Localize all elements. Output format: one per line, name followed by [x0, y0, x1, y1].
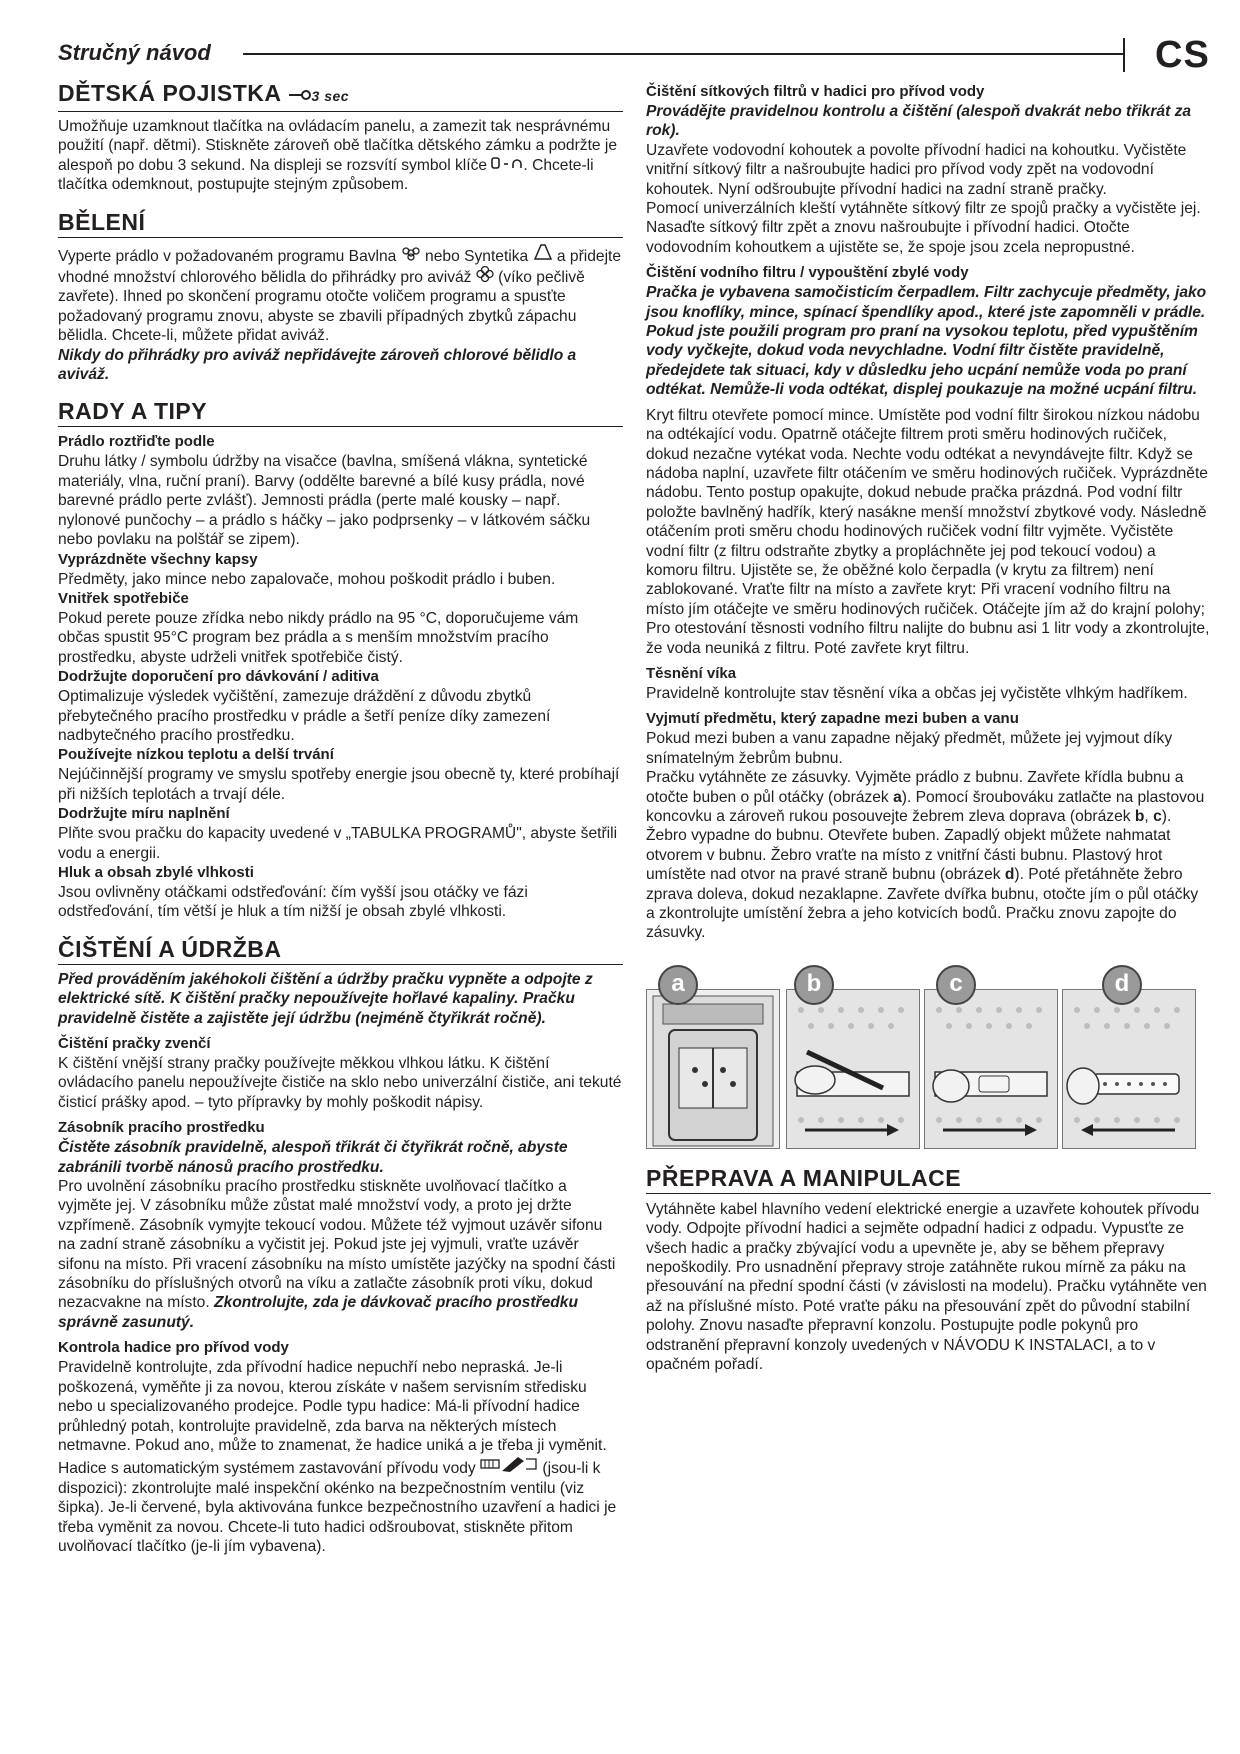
maintenance-intro: Před prováděním jakéhokoli čištění a údržby pračku vypněte a odpojte z elektrické sítě. K čištění pračky nepoužívejte hořlavé kapaliny. Pračku pravidelně čistěte a zajistěte její údržbu (nejméně čtyřikrát ročně). [58, 970, 593, 1027]
tip-text: Jsou ovlivněny otáčkami odstřeďování: čím vyšší jsou otáčky ve fázi odstřeďování, tím větší je hluk a tím nižší je obsah zbylé vlhkosti. [58, 883, 528, 921]
softener-flower-icon [476, 269, 494, 286]
tips-heading: RADY A TIPY [58, 398, 623, 427]
figure-label-c: c [936, 965, 976, 1005]
object-removal-text-2 [646, 768, 1211, 943]
object-removal-text-1: Pokud mezi buben a vanu zapadne nějaký předmět, můžete jej vyjmout díky snímatelným žebrům bubnu. [646, 730, 1173, 767]
figure-ref-c: c [1153, 808, 1162, 825]
cotton-icon [401, 248, 421, 265]
exterior-cleaning-heading: Čištění pračky zvenčí [58, 1035, 211, 1052]
tip-text: Nejúčinnější programy ve smyslu spotřeby energie jsou obecně ty, které probíhají při nižších teplotách a trvají déle. [58, 766, 620, 803]
figure-label-a: a [658, 965, 698, 1005]
tip-heading: Vnitřek spotřebiče [58, 589, 189, 607]
hose-check-text-b: (jsou-li k dispozici): zkontrolujte malé inspekční okénko na bezpečnostním ventilu (viz šipka). Je-li červené, byla aktivována funkce bezpečnostního uzavření a hadici je třeba vyměnit za novou. Chcete-li tuto hadici odšroubovat, stiskněte přitom uvolňovací tlačítko (je-li jím vybavena). [58, 1460, 617, 1555]
tip-item [58, 589, 623, 667]
child-lock-text-b: . Chcete-li tlačítka odemknout, postupujte stejným způsobem. [58, 156, 594, 194]
tip-item [58, 667, 623, 745]
tip-text: Plňte svou pračku do kapacity uvedené v „TABULKA PROGRAMŮ", abyste šetřili vodu a energii. [58, 825, 618, 862]
tip-text: Předměty, jako mince nebo zapalovače, mohou poškodit prádlo i buben. [58, 570, 556, 588]
synthetics-icon [533, 248, 553, 265]
drum-paddle-figures [646, 955, 1211, 1151]
lid-seal-text: Pravidelně kontrolujte stav těsnění víka a občas jej vyčistěte vlhkým hadříkem. [646, 684, 1188, 702]
hose-check-heading: Kontrola hadice pro přívod vody [58, 1339, 289, 1357]
object-removal-heading: Vyjmutí předmětu, který zapadne mezi buben a vanu [646, 710, 1019, 728]
figure-ref-d: d [1004, 866, 1015, 884]
tip-heading: Používejte nízkou teplotu a delší trvání [58, 746, 334, 764]
bleach-text [58, 243, 623, 346]
water-filter-heading: Čištění vodního filtru / vypouštění zbylé vody [646, 264, 969, 282]
figure-c-slide-paddle [924, 989, 1058, 1149]
water-filter-note: Pračka je vybavena samočisticím čerpadlem. Filtr zachycuje předměty, jako jsou knoflíky, mince, spínací špendlíky apod., které jste zapomněli v prádle. Pokud jste použili program pro praní na vysokou teplotu, před vypuštěním vody vyčkejte, dokud voda nevychladne. Vodní filtr čistěte pravidelně, předejdete tak situaci, kdy v důsledku jeho ucpání nemůže voda po praní odtékat. Nemůže-li voda odtékat, displej poukazuje na možné ucpání filtru. [646, 284, 1207, 399]
tip-item [58, 432, 623, 549]
figure-a-drum [646, 989, 780, 1149]
hose-filter-text-1: Uzavřete vodovodní kohoutek a povolte přívodní hadici na kohoutku. Vyčistěte vnitřní sítkový filtr a našroubujte hadici pro přívod vody zpět na vodovodní kohoutek. Nyní odšroubujte přívodní hadici na zadní straně pračky. [646, 141, 1187, 198]
bleach-t2: nebo Syntetika [425, 247, 529, 265]
object-text-e: ). Poté přetáhněte žebro zprava doleva, dokud nezaklapne. Zavřete dvířka bubnu, otočte jím o půl otáčky a zkontrolujte umístění žebra a jeho kotvicích bodů. Pračku znovu zapojte do zásuvky. [646, 866, 1199, 942]
bleach-heading: BĚLENÍ [58, 209, 623, 238]
bleach-warning: Nikdy do přihrádky pro aviváž nepřidávejte zároveň chlorové bělidlo a aviváž. [58, 346, 577, 384]
child-lock-text [58, 117, 623, 195]
lid-seal-heading: Těsnění víka [646, 664, 737, 682]
exterior-cleaning-text: K čištění vnější strany pračky používejte měkkou vlhkou látku. K čištění ovládacího panelu nepoužívejte čističe na sklo nebo univerzální čističe, ani tekuté čisticí prášky apod. – tyto přípravky by mohly poškodit nápisy. [58, 1055, 622, 1111]
tip-heading: Dodržujte doporučení pro dávkování / aditiva [58, 668, 379, 686]
tip-text: Druhu látky / symbolu údržby na visačce (bavlna, smíšená vlákna, syntetické materiály, vlna, ruční praní). Barvy (oddělte barevné a bílé kusy prádla, nové barevné prádlo perte zvlášť). Jemnosti prádla (perte malé kousky – např. nylonové punčochy – a prádlo s háčky – jako podprsenky – v látkovém sáčku nebo povlaku na polštář se zipem). [58, 453, 591, 549]
header-divider [1123, 38, 1125, 72]
lock-press-icon [288, 83, 312, 110]
right-column [646, 82, 1211, 1375]
tip-heading: Vyprázdněte všechny kapsy [58, 550, 258, 568]
dispenser-note: Čistěte zásobník pravidelně, alespoň třikrát či čtyřikrát ročně, abyste zabránili tvorbě nánosů pracího prostředku. [58, 1139, 568, 1176]
hose-filter-text-2: Pomocí univerzálních kleští vytáhněte sítkový filtr ze spojů pračky a vyčistěte jej. Nasaďte sítkový filtr zpět a znovu našroubujte i přívodní hadici. Otočte vodovodním kohoutkem a ujistěte se, že spoje jsou zcela nepropustné. [646, 200, 1201, 256]
figure-label-b: b [794, 965, 834, 1005]
key-icon [491, 157, 523, 174]
tip-heading: Hluk a obsah zbylé vlhkosti [58, 863, 254, 881]
object-text-a: Pračku vytáhněte ze zásuvky. Vyjměte prádlo z bubnu. Zavřete křídla bubnu a otočte buben o půl otáčky (obrázek [646, 769, 1184, 806]
child-lock-heading [58, 80, 623, 112]
child-lock-title: DĚTSKÁ POJISTKA [58, 80, 281, 106]
figure-ref-b: b [1134, 808, 1145, 825]
bleach-t1: Vyperte prádlo v požadovaném programu Bavlna [58, 247, 397, 265]
hose-filter-heading: Čištění sítkových filtrů v hadici pro přívod vody [646, 83, 985, 100]
figure-label-d: d [1102, 965, 1142, 1005]
tip-text: Pokud perete pouze zřídka nebo nikdy prádlo na 95 °C, doporučujeme vám občas spustit 95°C program bez prádla a s menším množstvím pracího prostředku, abyste udrželi vnitřek spotřebiče čistý. [58, 609, 579, 666]
child-lock-duration: 3 sec [311, 88, 350, 104]
tip-heading: Dodržujte míru naplnění [58, 805, 230, 823]
tip-item [58, 550, 623, 589]
left-column [58, 80, 623, 1556]
page-header [58, 34, 1218, 78]
object-text-c: , [1144, 808, 1154, 825]
hose-filter-note: Provádějte pravidelnou kontrolu a čištění (alespoň dvakrát nebo třikrát za rok). [646, 103, 1192, 140]
hose-check-text-a: Pravidelně kontrolujte, zda přívodní hadice nepuchří nebo nepraská. Je-li poškozená, vyměňte ji za novou, kterou získáte v našem servisním středisku nebo u specializovaného prodejce. Podle typu hadice: Má-li přívodní hadice průhledný potah, kontrolujte pravidelně, zda barva na některých místech netmavne. Pokud ano, může to znamenat, že hadice uniká a je třeba ji vyměnit. Hadice s automatickým systémem zastavování přívodu vody [58, 1359, 607, 1478]
transport-heading: PŘEPRAVA A MANIPULACE [646, 1165, 1211, 1194]
object-text-b: ). Pomocí šroubováku zatlačte na plastovou koncovku a zároveň rukou posouvejte žebrem zleva doprava (obrázek [646, 788, 1205, 825]
tip-item [58, 804, 623, 863]
tip-item [58, 745, 623, 804]
figure-ref-a: a [893, 788, 902, 806]
dispenser-text-body: Pro uvolnění zásobníku pracího prostředku stiskněte uvolňovací tlačítko a vyjměte jej. V zásobníku může zůstat malé množství vody, a proto jej držte vzpřímeně. Zásobník vymyjte tekoucí vodou. Můžete též vyjmout uzávěr sifonu na zadní straně zásobníku a vyčistit jej. Pokud jste jej vyjmuli, vraťte uzávěr sifonu na místo. Při vracení zásobníku na místo umístěte jazýčky na spodní části zásobníku do příslušných otvorů na víku a zatlačte zásobník proti víku, dokud nezacvakne na místo. [58, 1178, 616, 1312]
dispenser-heading: Zásobník pracího prostředku [58, 1119, 265, 1137]
bleach-t3: a přidejte vhodné množství chlorového bělidla do přihrádky pro aviváž [58, 247, 622, 287]
maintenance-heading: ČIŠTĚNÍ A ÚDRŽBA [58, 936, 623, 965]
bleach-t4: (víko pečlivě zavřete). Ihned po skončení programu otočte voličem programu a spusťte požadovaný programu znovu, abyste se zbavili případných zbytků zápachu bělidla. Chcete-li, můžete přidat aviváž. [58, 269, 585, 345]
tip-heading: Prádlo roztřiďte podle [58, 433, 215, 451]
dispenser-check-note: Zkontrolujte, zda je dávkovač pracího prostředku správně zasunutý. [58, 1294, 578, 1331]
figure-b-screwdriver [786, 989, 920, 1149]
language-code: CS [1155, 34, 1210, 76]
header-brief: Stručný návod [58, 40, 211, 65]
object-text-d: ). Žebro vypadne do bubnu. Otevřete buben. Zapadlý objekt můžete nahmatat otvorem v bubnu. Žebro vraťte na místo z vnitřní části bubnu. Plastový hrot umístěte nad otvor na pravé straně bubnu (obrázek [646, 808, 1172, 884]
header-rule [243, 53, 1123, 55]
water-filter-text: Kryt filtru otevřete pomocí mince. Umístěte pod vodní filtr širokou nízkou nádobu na odtékající vodu. Opatrně otáčejte filtrem proti směru hodinových ručiček, dokud nezačne vytékat voda. Nechte vodu odtékat a nevyndávejte filtr. Když se nádoba naplní, uzavřete filtr otáčením ve směru hodinových ručiček. Vyprázdněte nádobu. Tento postup opakujte, dokud nebude pračka prázdná. Pod vodní filtr položte bavlněný hadřík, který nasákne menší množství zbytkové vody. Následně otáčením proti směru chodu hodinových ručiček vodní filtr vyjměte. Vyčistěte vodní filtr (z filtru odstraňte zbytky a propláchněte jej pod tekoucí vodou) a komoru filtru. Ujistěte se, že oběžné kolo čerpadla (v krytu za filtrem) není zablokované. Vraťte filtr na místo a zavřete kryt: Při vracení vodního filtru na místo jím otáčejte ve směru hodinových ručiček. Otáčejte jím až do krajní polohy; Pro otestování těsnosti vodního filtru nalijte do bubnu asi 1 litr vody a zkontrolujte, že voda neuniká z filtru. Poté zavřete kryt filtru. [646, 406, 1210, 657]
hose-valve-icon [480, 1460, 538, 1477]
figure-d-reinsert-paddle [1062, 989, 1196, 1149]
dispenser-text [58, 1177, 623, 1332]
tip-item [58, 863, 623, 922]
hose-check-text [58, 1358, 623, 1556]
transport-text: Vytáhněte kabel hlavního vedení elektrické energie a uzavřete kohoutek přívodu vody. Odpojte přívodní hadici a sejměte odpadní hadici z odpadu. Vypusťte ze všech hadic a pračky zbývající vodu a upevněte je, aby se během přepravy nepoškodily. Pro usnadnění přepravy stroje zatáhněte rukou mírně za páku na přesouvání na přední spodní části (v závislosti na modelu). Pračku vytáhněte ven až na příslušné místo. Poté vraťte páku na přesouvání zpět do původní stabilní polohy. Znovu nasaďte přepravní konzolu. Postupujte podle pokynů pro odstranění přepravní konzoly uvedených v NÁVODU K INSTALACI, a to v opačném pořadí. [646, 1200, 1207, 1374]
child-lock-text-a: Umožňuje uzamknout tlačítka na ovládacím panelu, a zamezit tak nesprávnému použití (např. dětmi). Stiskněte zároveň obě tlačítka dětského zámku a podržte je alespoň po dobu 3 sekund. Na displeji se rozsvítí symbol klíče [58, 118, 618, 174]
tip-text: Optimalizuje výsledek vyčištění, zamezuje dráždění z důvodu zbytků přebytečného pracího prostředku v prádle a šetří peníze díky zamezení nadbytečného pracího prostředku. [58, 688, 551, 744]
